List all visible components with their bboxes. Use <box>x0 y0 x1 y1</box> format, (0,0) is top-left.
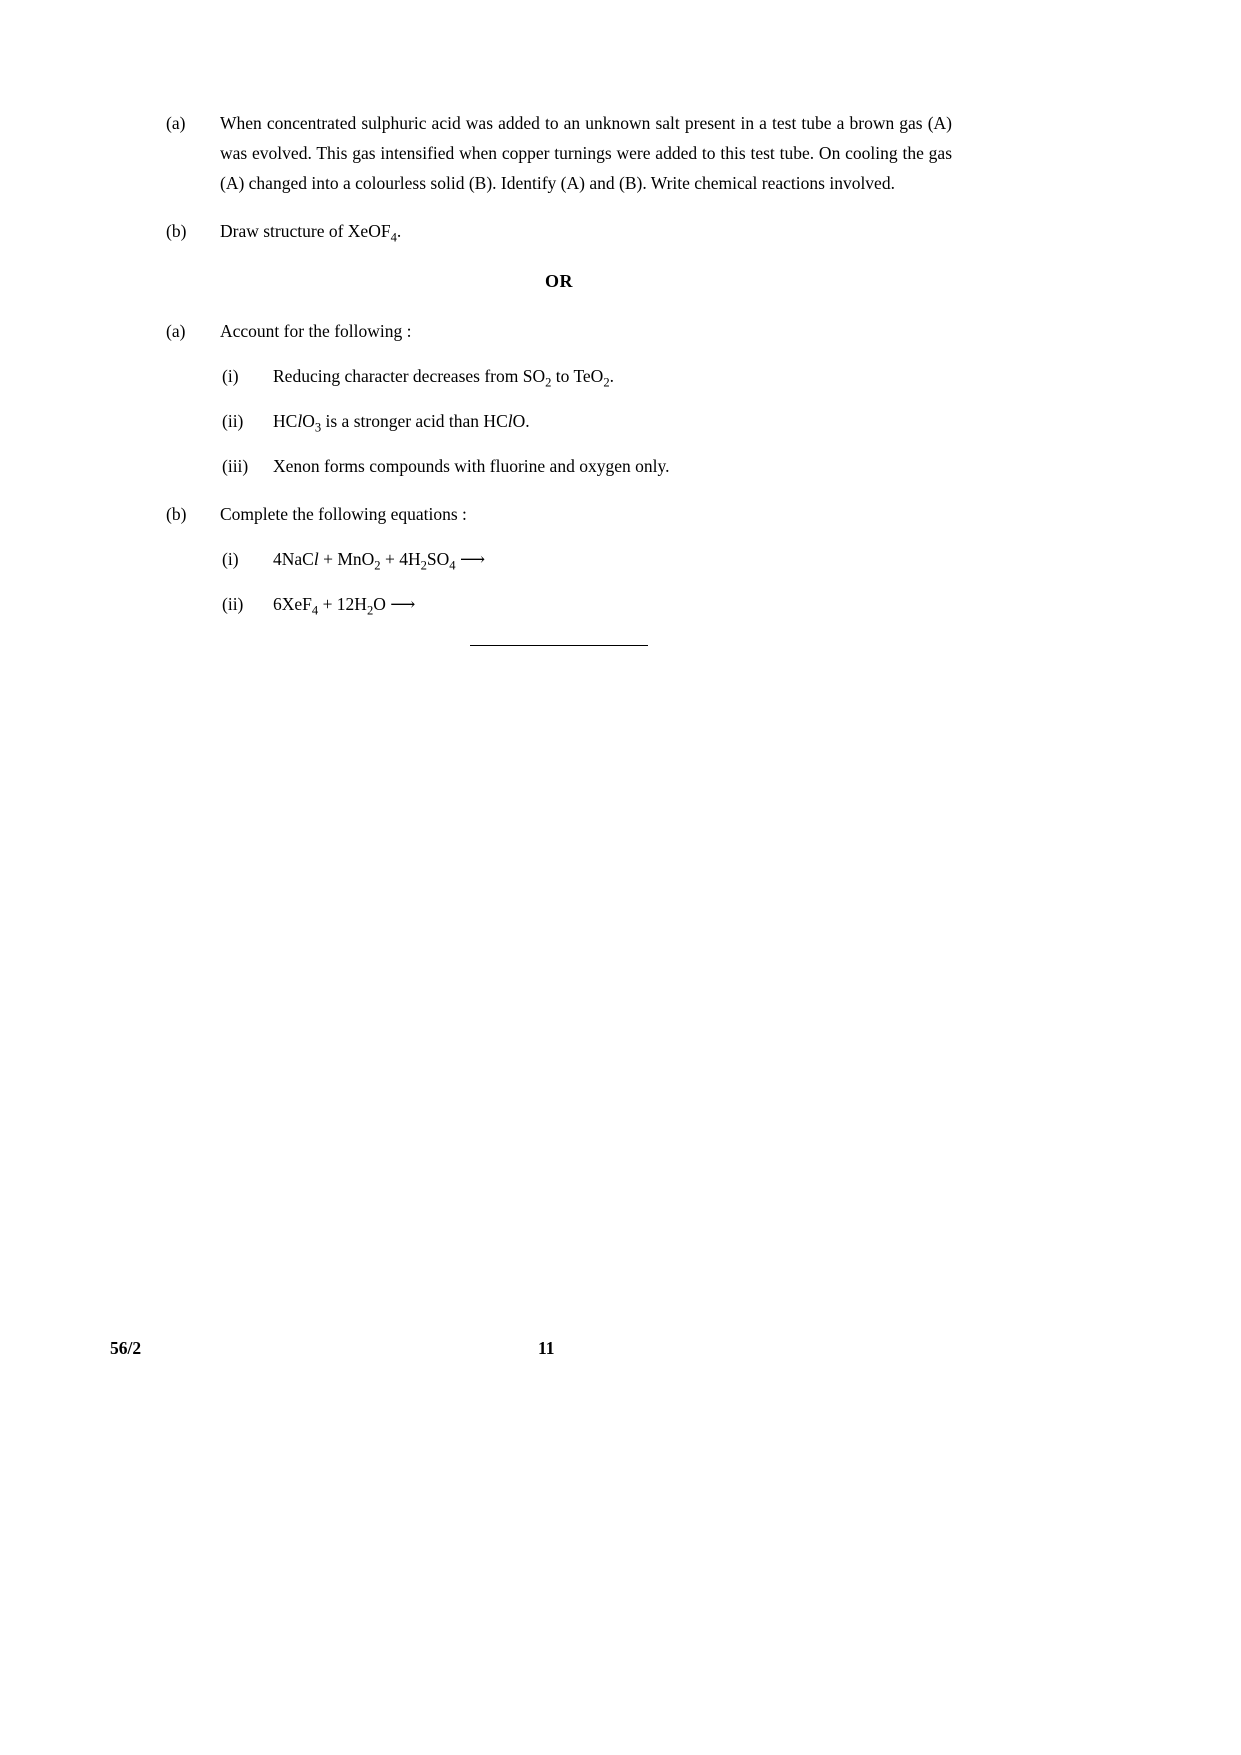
end-of-section-rule <box>470 645 648 646</box>
sub-item-2a-i <box>222 361 952 391</box>
sub-item-2a-iii <box>222 451 952 481</box>
question-1b <box>166 216 952 246</box>
question-1a-text: When concentrated sulphuric acid was added to an unknown salt present in a test tube a brown gas (A) was evolved. This gas intensified when copper turnings were added to this test tube. On cooling the gas (A) changed into a colourless solid (B). Identify (A) and (B). Write chemical reactions involved. <box>220 113 952 193</box>
question-2b <box>166 499 952 529</box>
item-label: (i) <box>222 366 239 386</box>
item-label: (ii) <box>222 594 244 614</box>
item-label: (i) <box>222 549 239 569</box>
sub-item-text: Reducing character decreases from $SO_2$ to TeO$_2$. <box>273 366 614 390</box>
equation-2b-ii <box>222 589 952 619</box>
question-1a <box>166 108 952 198</box>
item-label: (a) <box>166 113 186 133</box>
question-content <box>166 108 952 646</box>
sub-item-2a-ii <box>222 406 952 436</box>
or-divider: OR <box>545 271 573 291</box>
item-label: (b) <box>166 221 187 241</box>
paper-code: 56/2 <box>110 1338 142 1358</box>
equation-2b-i <box>222 544 952 574</box>
sub-item-text: Xenon forms compounds with fluorine and oxygen only. <box>273 456 670 476</box>
item-label: (ii) <box>222 411 244 431</box>
question-1b-text: Draw structure of XeOF$_4$. <box>220 221 402 245</box>
page-number: 11 <box>538 1338 555 1358</box>
question-2a-heading: Account for the following : <box>220 321 412 341</box>
item-label: (a) <box>166 321 186 341</box>
question-2b-heading: Complete the following equations : <box>220 504 467 524</box>
item-label: (iii) <box>222 456 249 476</box>
sub-item-text: HClO$_3$ is a stronger acid than HClO. <box>273 411 530 435</box>
equation-text: $6XeF_4 + 12H_2O$ ⟶ <box>273 594 416 618</box>
equation-text: 4NaCl + $MnO_2 + 4H_2SO_4$ ⟶ <box>273 549 486 573</box>
question-2a <box>166 316 952 346</box>
item-label: (b) <box>166 504 187 524</box>
